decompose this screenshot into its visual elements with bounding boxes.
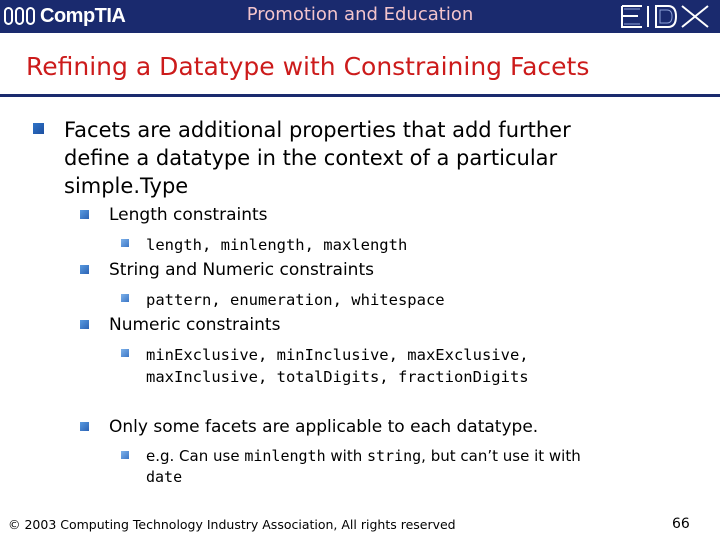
title-divider [0, 94, 720, 97]
bullet-text [146, 445, 581, 467]
bullet-text: pattern, enumeration, whitespace [146, 291, 445, 309]
bullet-text: String and Numeric constraints [109, 260, 374, 280]
bullet-text: Facets are additional properties that add further [64, 118, 571, 142]
slide-title: Refining a Datatype with Constraining Facets [26, 52, 590, 81]
bullet-text-part: , but can’t use it with [421, 447, 581, 465]
bullet-text: minExclusive, minInclusive, maxExclusive, [146, 346, 529, 364]
bullet-icon [33, 123, 44, 134]
bullet-text: Only some facets are applicable to each datatype. [109, 417, 539, 437]
code-string: string [366, 447, 422, 465]
bullet-text: maxInclusive, totalDigits, fractionDigits [146, 368, 529, 386]
bullet-icon [121, 451, 129, 459]
page-number: 66 [672, 516, 690, 532]
bullet-text: Numeric constraints [109, 315, 281, 335]
bullet-text: define a datatype in the context of a particular [64, 146, 558, 170]
code-date: date [146, 468, 183, 486]
bullet-icon [80, 320, 89, 329]
header-title: Promotion and Education [246, 4, 474, 25]
bullet-text-part: e.g. Can use [146, 447, 245, 465]
bullet-icon [121, 294, 129, 302]
comptia-logo-text: CompTIA [40, 4, 126, 27]
bullet-icon [121, 349, 129, 357]
code-minlength: minlength [244, 447, 326, 465]
eidx-logo [618, 1, 714, 32]
bullet-icon [80, 422, 89, 431]
bullet-text: simple.Type [64, 174, 189, 198]
bullet-icon [121, 239, 129, 247]
bullet-text-part: with [325, 447, 367, 465]
bullet-text: length, minlength, maxlength [146, 236, 408, 254]
copyright-footer: © 2003 Computing Technology Industry Association, All rights reserved [8, 517, 456, 532]
bullet-text: Length constraints [109, 205, 268, 225]
bullet-icon [80, 265, 89, 274]
bullet-icon [80, 210, 89, 219]
